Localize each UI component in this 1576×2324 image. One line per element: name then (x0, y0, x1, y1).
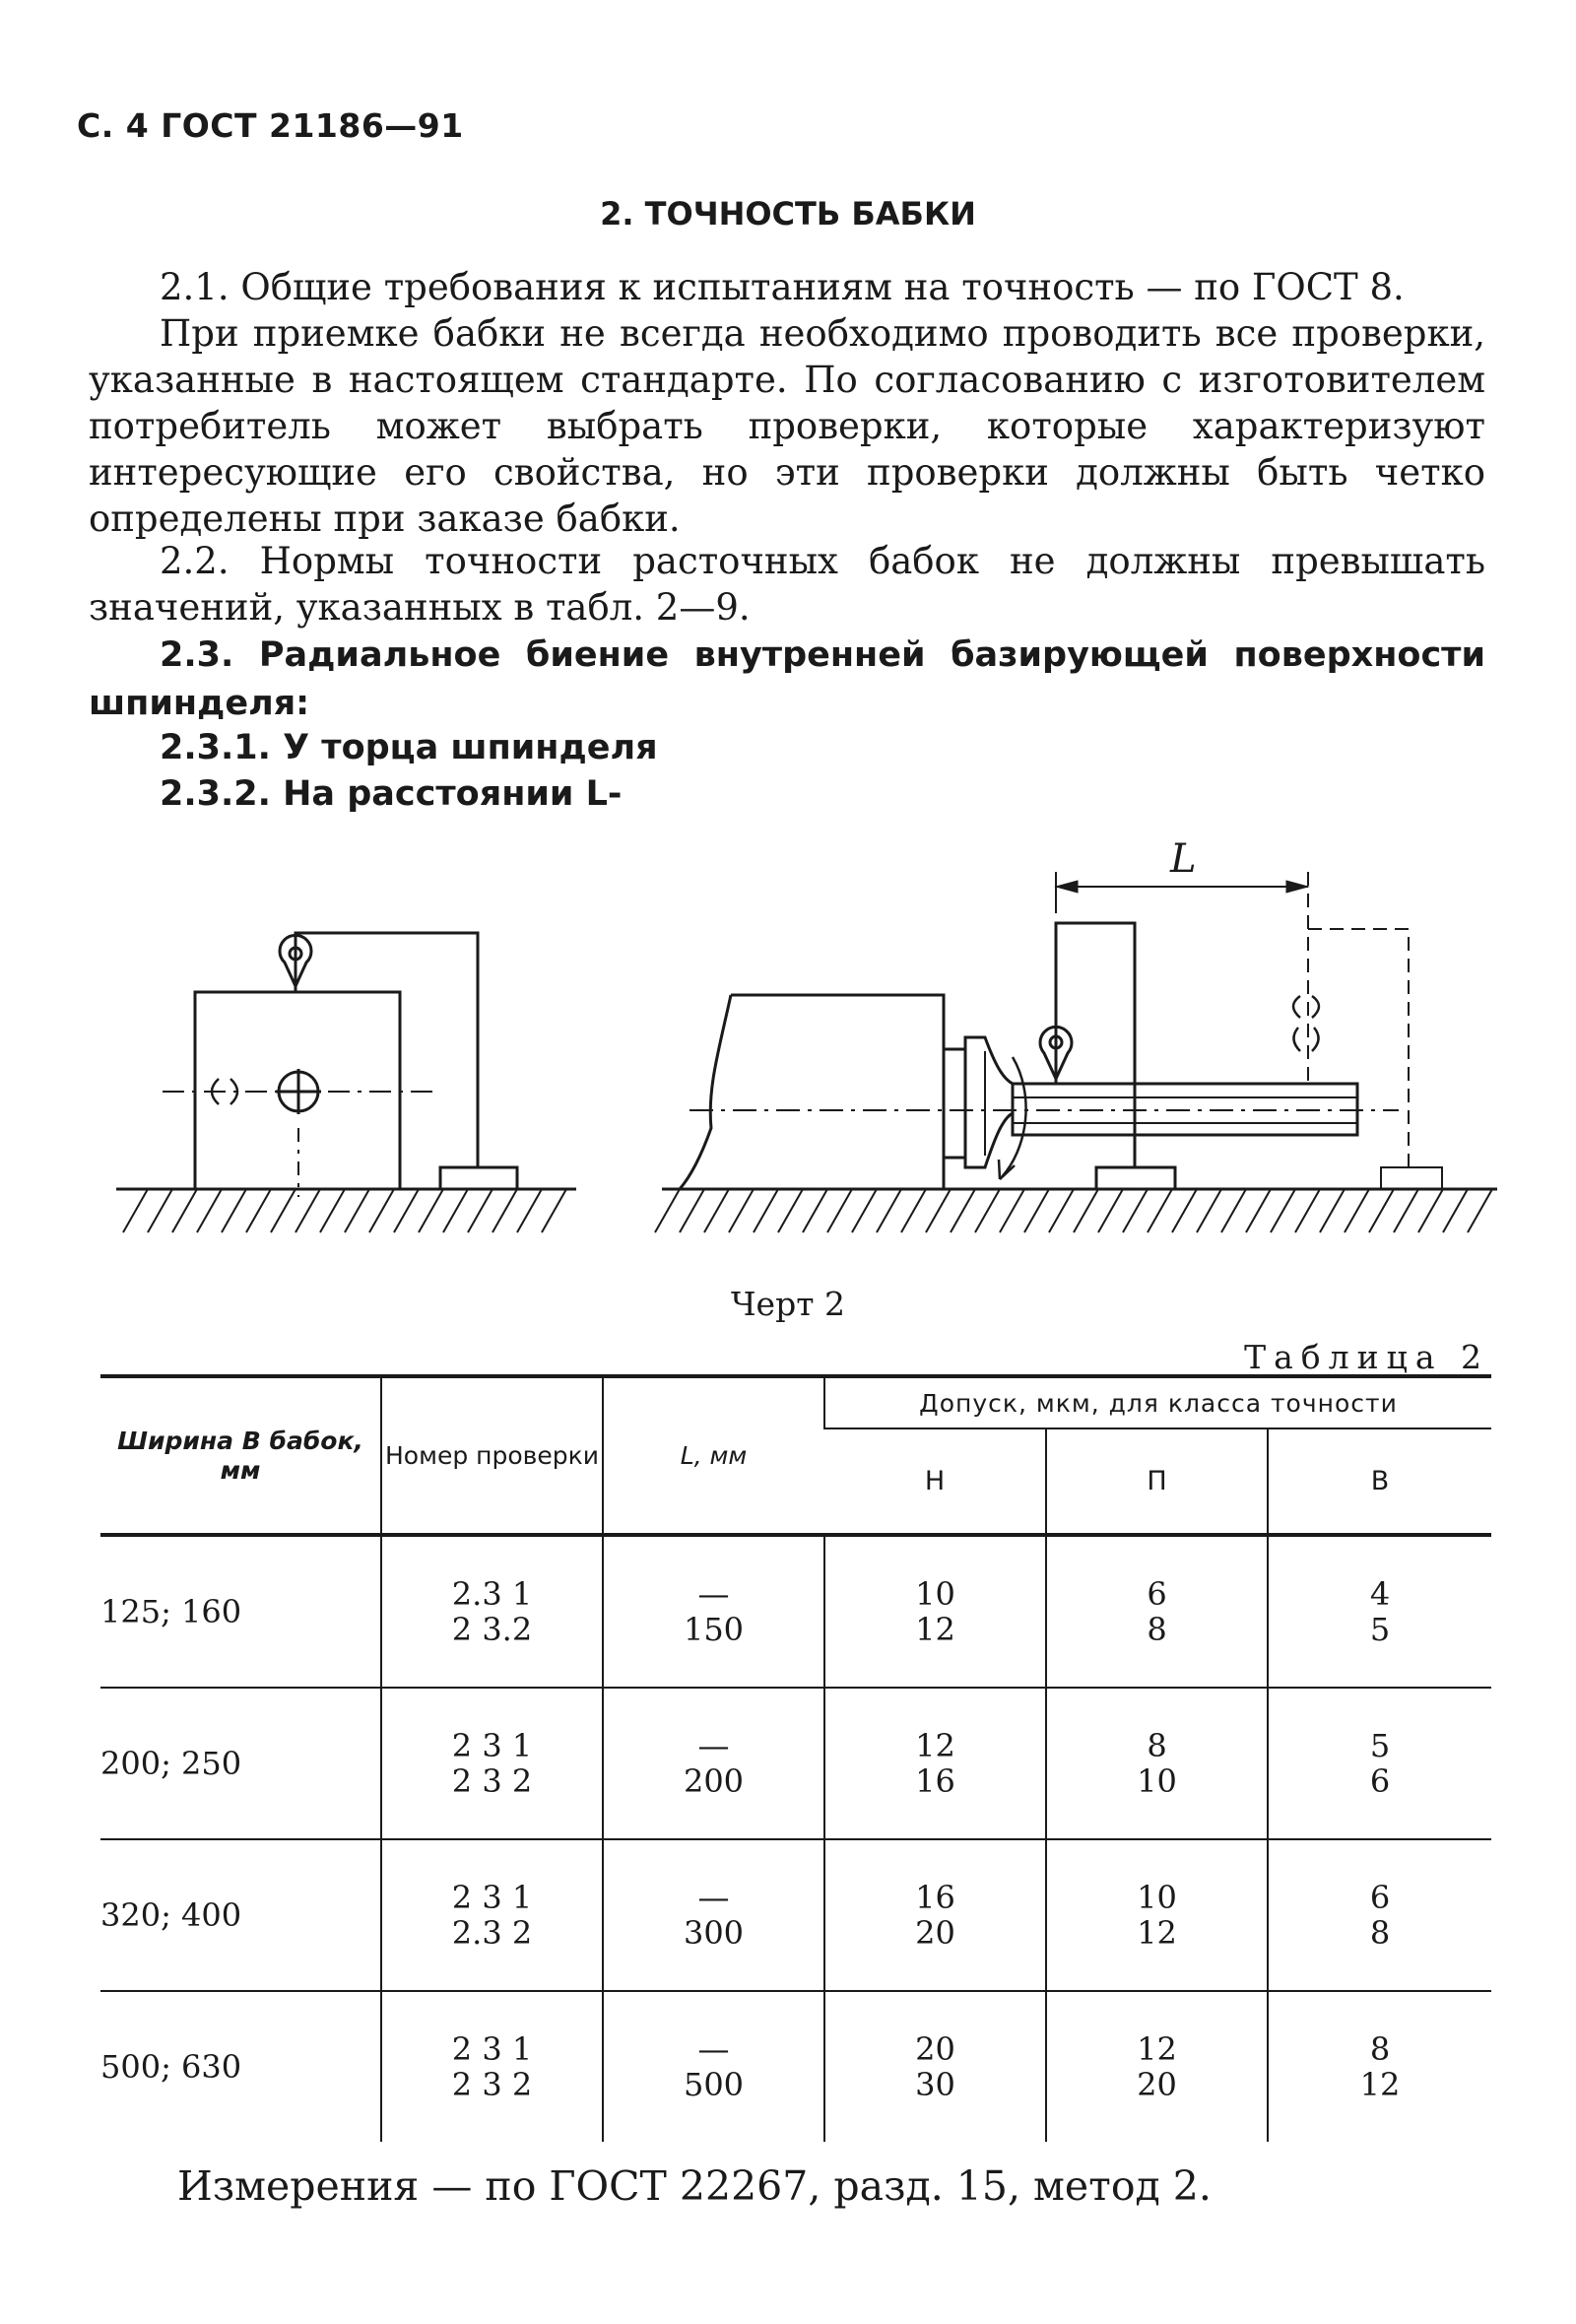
paragraph-2-3-2-text: 2.3.2. На расстоянии L- (160, 774, 623, 814)
cell-p-2: 8 (1147, 1611, 1167, 1648)
cell-check (381, 1839, 603, 1991)
cell-h-1: 10 (915, 1575, 955, 1613)
cell-length (603, 1991, 824, 2142)
table-row (100, 1688, 1491, 1839)
footer-note: Измерения — по ГОСТ 22267, разд. 15, метод 2. (177, 2162, 1212, 2210)
cell-check-1: 2 3 1 (451, 2030, 533, 2068)
table-title: Таблица 2 (1244, 1338, 1489, 1376)
cell-class-h (824, 1839, 1046, 1991)
drawing-caption: Черт 2 (731, 1285, 845, 1323)
cell-width: 500; 630 (100, 1991, 381, 2142)
section-title: 2. ТОЧНОСТЬ БАБКИ (600, 195, 976, 232)
cell-check-2: 2 3 2 (451, 1762, 533, 1800)
page-header: С. 4 ГОСТ 21186—91 (77, 106, 464, 145)
cell-class-h (824, 1535, 1046, 1688)
cell-h-1: 12 (915, 1727, 955, 1764)
cell-class-v (1268, 1688, 1491, 1839)
cell-length-1: — (697, 1727, 730, 1764)
cell-length-1: — (697, 1575, 730, 1613)
cell-class-p (1046, 1991, 1268, 2142)
cell-h-1: 16 (915, 1879, 955, 1916)
technical-drawing (0, 842, 1576, 1256)
cell-length (603, 1839, 824, 1991)
cell-length-2: 200 (683, 1762, 745, 1800)
header-tolerance: Допуск, мкм, для класса точности (824, 1376, 1491, 1428)
cell-class-p (1046, 1688, 1268, 1839)
cell-p-1: 12 (1137, 2030, 1177, 2068)
cell-check (381, 1688, 603, 1839)
table-row (100, 1839, 1491, 1991)
cell-width: 320; 400 (100, 1839, 381, 1991)
tolerance-table (100, 1374, 1491, 2142)
cell-length-2: 500 (683, 2066, 745, 2103)
cell-v-2: 6 (1369, 1762, 1391, 1800)
cell-v-1: 5 (1369, 1727, 1391, 1764)
paragraph-2-1-text: 2.1. Общие требования к испытаниям на точность — по ГОСТ 8. (160, 266, 1405, 308)
header-class-p: П (1046, 1428, 1268, 1535)
paragraph-2-1-note (89, 310, 1485, 542)
dimension-label: L (1170, 842, 1197, 882)
cell-v-2: 8 (1369, 1914, 1391, 1952)
paragraph-2-2 (89, 538, 1485, 631)
paragraph-2-1-note-text: При приемке бабки не всегда необходимо проводить все проверки, указанные в настоящем стандарте. По согласованию с изготовителем потребитель может выбрать проверки, которые характеризуют интересующие его свойства, но эти проверки должны быть четко определены при заказе бабки. (89, 312, 1485, 540)
cell-v-2: 5 (1369, 1611, 1391, 1648)
cell-check-2: 2 3.2 (451, 1611, 533, 1648)
cell-p-1: 6 (1147, 1575, 1167, 1613)
header-class-v: В (1268, 1428, 1491, 1535)
cell-length-2: 300 (683, 1914, 745, 1952)
cell-length-1: — (697, 2030, 730, 2068)
paragraph-2-3 (89, 631, 1485, 727)
cell-check-2: 2.3 2 (451, 1914, 533, 1952)
cell-p-1: 10 (1137, 1879, 1177, 1916)
table-row (100, 1991, 1491, 2142)
paragraph-2-1 (89, 264, 1485, 310)
cell-check-2: 2 3 2 (451, 2066, 533, 2103)
paragraph-2-2-text: 2.2. Нормы точности расточных бабок не должны превышать значений, указанных в табл. 2—9. (89, 540, 1485, 629)
cell-h-2: 20 (915, 1914, 955, 1952)
paragraph-2-3-text: 2.3. Радиальное биение внутренней базирующей поверхности шпинделя: (89, 635, 1485, 723)
cell-class-v (1268, 1839, 1491, 1991)
header-width: Ширина B бабок, мм (100, 1376, 381, 1535)
cell-length-2: 150 (683, 1611, 745, 1648)
cell-check-1: 2 3 1 (451, 1879, 533, 1916)
cell-check-1: 2 3 1 (451, 1727, 533, 1764)
cell-v-2: 12 (1359, 2066, 1401, 2103)
cell-class-h (824, 1688, 1046, 1839)
cell-class-v (1268, 1535, 1491, 1688)
cell-v-1: 6 (1369, 1879, 1391, 1916)
cell-h-2: 12 (915, 1611, 955, 1648)
paragraph-2-3-1-text: 2.3.1. У торца шпинделя (160, 728, 658, 767)
cell-check (381, 1991, 603, 2142)
cell-class-p (1046, 1839, 1268, 1991)
paragraph-2-3-1 (89, 723, 1485, 771)
cell-length-1: — (697, 1879, 730, 1916)
cell-width: 125; 160 (100, 1593, 242, 1630)
cell-v-1: 4 (1369, 1575, 1391, 1613)
cell-length (603, 1688, 824, 1839)
cell-v-1: 8 (1369, 2030, 1391, 2068)
cell-p-2: 20 (1137, 2066, 1177, 2103)
left-view (116, 933, 576, 1232)
cell-class-h (824, 1991, 1046, 2142)
cell-width: 200; 250 (100, 1688, 381, 1839)
header-check-number: Номер проверки (381, 1376, 603, 1535)
table-row (100, 1535, 1491, 1688)
cell-check-1: 2.3 1 (451, 1575, 533, 1613)
cell-p-1: 8 (1147, 1727, 1167, 1764)
cell-h-1: 20 (915, 2030, 955, 2068)
cell-check (381, 1535, 603, 1688)
cell-class-p (1046, 1535, 1268, 1688)
cell-p-2: 10 (1137, 1762, 1177, 1800)
header-length: L, мм (603, 1376, 824, 1535)
cell-length (603, 1535, 824, 1688)
cell-h-2: 16 (915, 1762, 955, 1800)
cell-class-v (1268, 1991, 1491, 2142)
paragraph-2-3-2 (89, 769, 1485, 818)
cell-h-2: 30 (915, 2066, 955, 2103)
cell-p-2: 12 (1137, 1914, 1177, 1952)
header-class-h: Н (824, 1428, 1046, 1535)
right-view (655, 872, 1497, 1232)
